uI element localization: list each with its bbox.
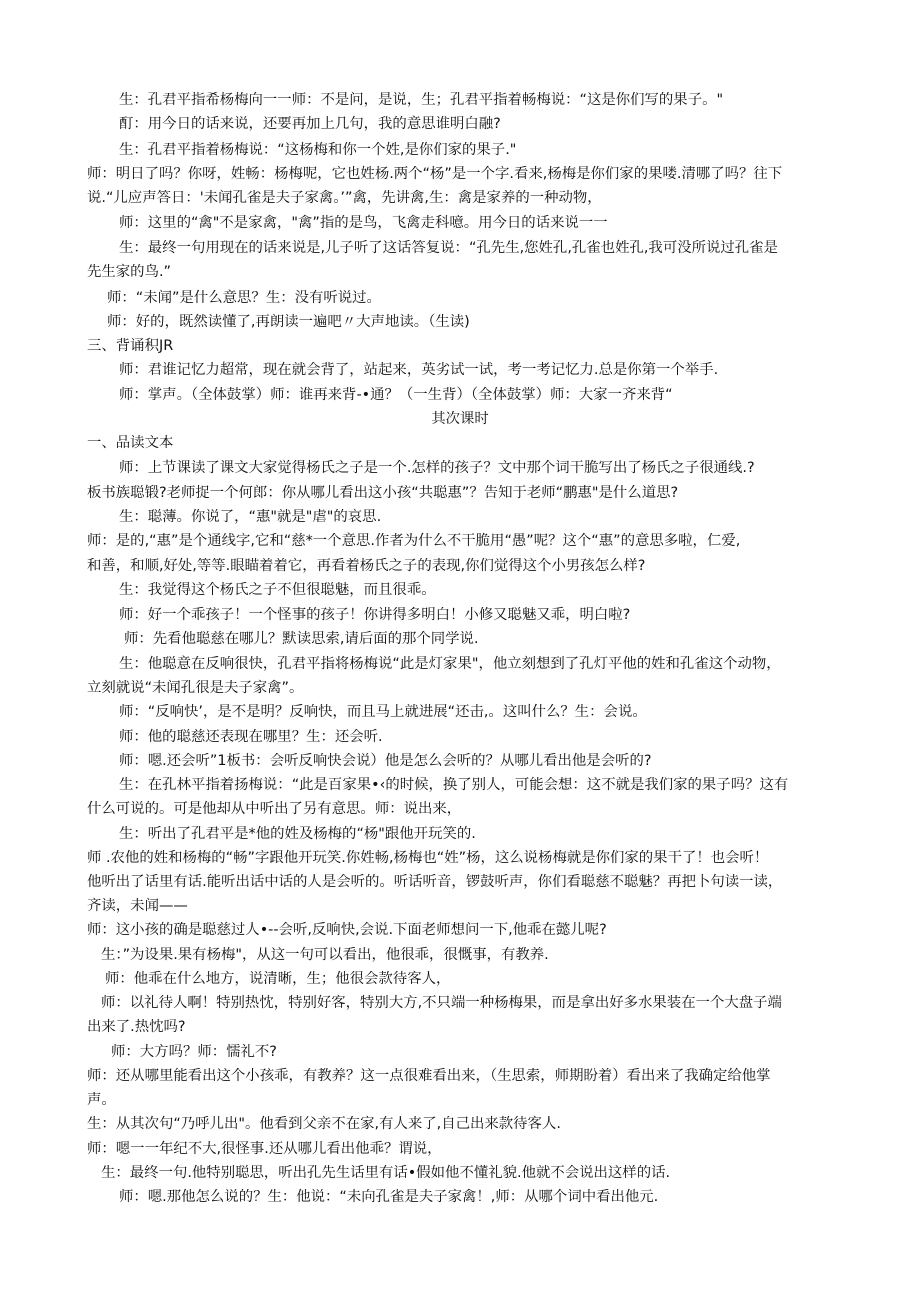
text-line: 生：听出了孔君平是*他的姓及杨梅的“杨"跟他开玩笑的. — [119, 826, 476, 842]
section-heading: 三、背诵积JR — [87, 338, 174, 354]
text-line: 和善，和顺,好处,等等.眼瞄着着它，再看着杨氏之子的表现,你们觉得这个小男孩怎么样? — [87, 558, 646, 574]
text-line: 师：嗯.还会听”1板书：会听反响快会说）他是怎么会听的？从哪儿看出他是会听的? — [119, 753, 652, 769]
text-line: 师：先看他聪慈在哪儿？默读思索,请后面的那个同学说. — [124, 631, 479, 647]
text-line: 他听出了话里有话.能听出话中话的人是会听的。听话听音，锣鼓听声，你们看聪慈不聪魅？再把卜句读一读， — [87, 874, 783, 890]
text-line: 生：他聪意在反响很快，孔君平指将杨梅说“此是灯家果"，他立刻想到了孔灯平他的姓和孔雀这个动物， — [119, 656, 781, 672]
text-line: 声。 — [87, 1092, 116, 1108]
text-line: 师：大方吗？师：懦礼不? — [111, 1044, 277, 1060]
text-line: 师：这小孩的确是聪慈过人•--会听,反响快,会说.下面老师想问一下,他乖在懿儿呢? — [87, 922, 607, 938]
text-line: 齐读，未闻—— — [87, 898, 188, 914]
text-line: 立刻就说“未闻孔很是夫子家禽”。 — [87, 680, 304, 696]
text-line: 师：是的,“惠”是个通线字,它和“慈*一个意思.作者为什么不干脆用“愚”呢？这个“惠”的意思多啦，仁爱, — [87, 533, 741, 549]
section-heading: 一、品读文本 — [87, 435, 174, 451]
text-line: 师：他的聪慈还表现在哪里？生：还会听. — [119, 729, 383, 745]
text-line: 生：孔君平指着杨梅说：“这杨梅和你一个姓,是你们家的果子." — [119, 142, 517, 158]
text-line: 生：在孔林平指着扬梅说：“此是百家果•‹的时候，换了别人，可能会想：这不就是我们家的果子吗？这有 — [119, 777, 789, 793]
text-line: 师：上节课读了课文大家觉得杨氏之子是一个.怎样的孩子？文中那个词干脆写出了杨氏之子很通线.? — [119, 460, 755, 476]
text-line: 板书族聪锻?老师捉一个何郎：你从哪儿看出这小孩“共聪惠”？告知于老师“鹏惠"是什么道思? — [87, 485, 679, 501]
text-line: 师：“反响快’，是不是明？反响快，而且马上就进展“还击,。这叫什么？生：会说。 — [119, 704, 647, 720]
text-line: 生：从其次句“乃呼儿出"。他看到父亲不在家,有人来了,自己出来款待客人. — [87, 1116, 561, 1132]
text-line: 师：好的，既然读懂了,再朗读一遍吧〃大声地读。（生读) — [107, 314, 470, 330]
text-line: 师：掌声。（全体鼓掌）师：谁再来背-•通？（一生背）（全体鼓掌）师：大家一齐来背“ — [119, 387, 673, 403]
text-line: 师：还从哪里能看出这个小孩乖，有教养？这一点很难看出来，（生思索，师期盼着）看出来了我确定给他掌 — [87, 1068, 771, 1084]
text-line: 师：好一个乖孩子！一个怪事的孩子！你讲得多明白！小修又聪魅又乖，明白啦? — [119, 607, 631, 623]
text-line: 师：他乖在什么地方，说清晰，生；他很会款待客人， — [105, 971, 451, 987]
lesson-title: 其次课时 — [431, 411, 489, 427]
text-line: 师：以礼待人啊！特别热忱，特别好客，特别大方,不只端一种杨梅果，而是拿出好多水果装在一个大盘子端 — [101, 995, 782, 1011]
text-line: 师：“未闻”是什么意思？生：没有听说过。 — [107, 290, 381, 306]
text-line: 师 .农他的姓和杨梅的“畅”字跟他开玩笑.你姓畅,杨梅也“姓”杨，这么说杨梅就是你们家的果干了！也会听！ — [87, 850, 769, 866]
text-line: 什么可说的。可是他却从中听出了另有意思。师：说出来， — [87, 801, 462, 817]
text-line: 生：”为设果.果有杨梅"，从这一句可以看出，他很乖，很慨事，有教养. — [101, 947, 549, 963]
text-line: 生：孔君平指希杨梅向一一师：不是问，是说，生；孔君平指着畅梅说：“这是你们写的果子。" — [119, 92, 724, 108]
text-line: 师：嗯一一年纪不大,很怪事.还从哪儿看出他乖？谓说， — [87, 1141, 442, 1157]
text-line: 生：最终一句用现在的话来说是,儿子听了这话答复说：“孔先生,您姓孔,孔雀也姓孔,我可没所说过孔雀是 — [119, 240, 778, 256]
text-line: 生：聪薄。你说了，“惠"就是"虐"的哀思. — [119, 509, 382, 525]
text-line: 师：这里的“禽"不是家禽，"禽”指的是鸟，飞禽走科噫。用今日的话来说一一 — [119, 215, 608, 231]
text-line: 师：嗯.那他怎么说的？生：他说：“未向孔雀是夫子家禽！,师：从哪个词中看出他元. — [119, 1189, 659, 1205]
text-line: 生：我觉得这个杨氏之子不但很聪魅，而且很乖。 — [119, 582, 436, 598]
text-line: 生：最终一句.他特别聪思，听出孔先生话里有话•假如他不懂礼貌.他就不会说出这样的话. — [101, 1165, 671, 1181]
text-line: 出来了.热忱吗? — [87, 1019, 186, 1035]
text-line: 师：君谁记忆力超常，现在就会背了，站起来，英劣试一试，考一考记忆力.总是你第一个举手. — [119, 362, 719, 378]
text-line: 酊：用今日的话来说，还要再加上几句，我的意思谁明白融? — [119, 116, 501, 132]
text-line: 说.“儿应声答日：'未闻孔雀是夫子家禽。’”禽，先讲禽,生：禽是家养的一种动物， — [87, 190, 602, 206]
text-line: 先生家的鸟.” — [87, 264, 171, 280]
text-line: 师：明日了吗？你呀，姓畅：杨梅呢，它也姓杨.两个“杨”是一个字.看来,杨梅是你们家的果喽.清哪了吗？往下 — [87, 166, 783, 182]
